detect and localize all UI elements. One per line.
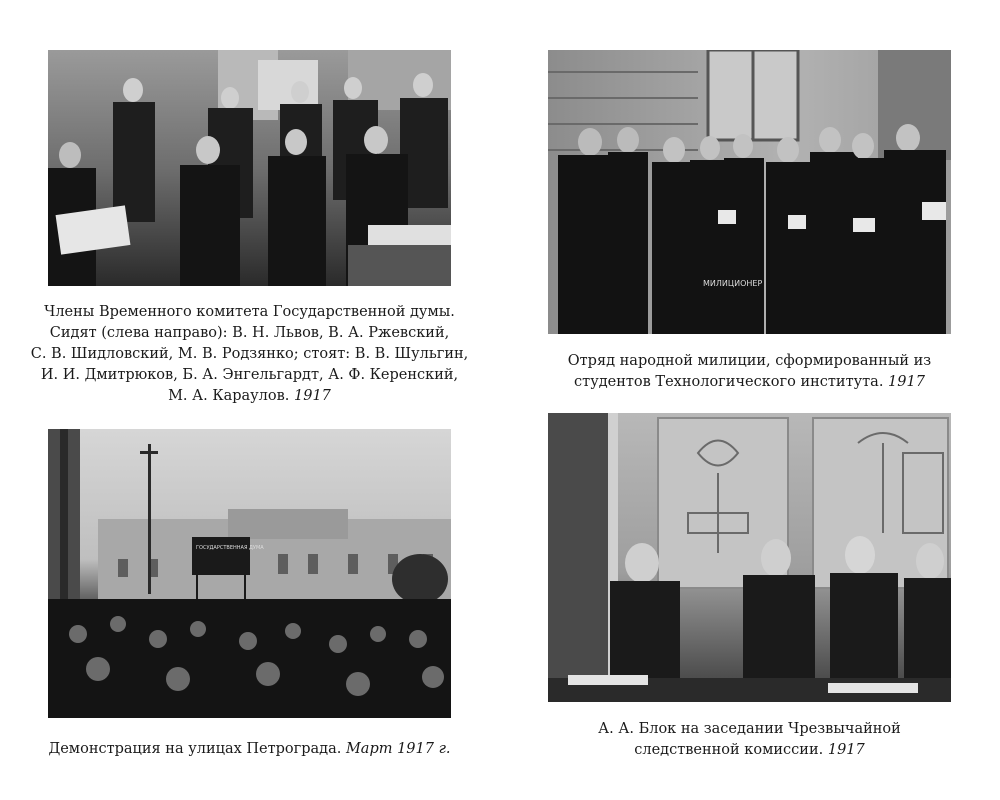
caption-line: Отряд народной милиции, сформированный из: [567, 353, 932, 369]
caption-text: студентов Технологического института.: [574, 374, 884, 390]
caption-line: [28, 386, 471, 407]
caption-line: [528, 372, 971, 393]
caption-militia-detachment: [528, 351, 971, 393]
caption-line: Сидят (слева направо): В. Н. Львов, В. А. Ржевский,: [49, 325, 450, 341]
caption-line: [528, 740, 971, 761]
caption-line: С. В. Шидловский, М. В. Родзянко; стоят: В. В. Шульгин,: [30, 346, 469, 362]
caption-line: И. И. Дмитрюков, Б. А. Энгельгардт, А. Ф. Керенский,: [40, 367, 459, 383]
photo-blok-commission: [548, 413, 951, 702]
caption-line: [28, 739, 471, 760]
caption-date: 1917: [888, 374, 925, 390]
caption-text: М. А. Караулов.: [168, 388, 290, 404]
caption-date: 1917: [827, 742, 865, 758]
caption-line: А. А. Блок на заседании Чрезвычайной: [598, 721, 901, 737]
banner-text: ГОСУДАРСТВЕННАЯ ДУМА: [196, 545, 264, 551]
caption-date: Март 1917 г.: [345, 741, 451, 757]
caption-blok-commission: [528, 719, 971, 761]
caption-duma-committee: [28, 302, 471, 407]
caption-text: следственной комиссии.: [634, 742, 824, 758]
photo-militia-detachment: [548, 50, 951, 334]
armband-text: МИЛИЦИОНЕР: [703, 279, 763, 288]
photo-demonstration: [48, 429, 451, 718]
caption-demonstration: [28, 739, 471, 760]
caption-date: 1917: [294, 388, 331, 404]
photo-duma-committee: [48, 50, 451, 286]
caption-line: Члены Временного комитета Государственной думы.: [44, 304, 455, 320]
caption-text: Демонстрация на улицах Петрограда.: [48, 741, 342, 757]
